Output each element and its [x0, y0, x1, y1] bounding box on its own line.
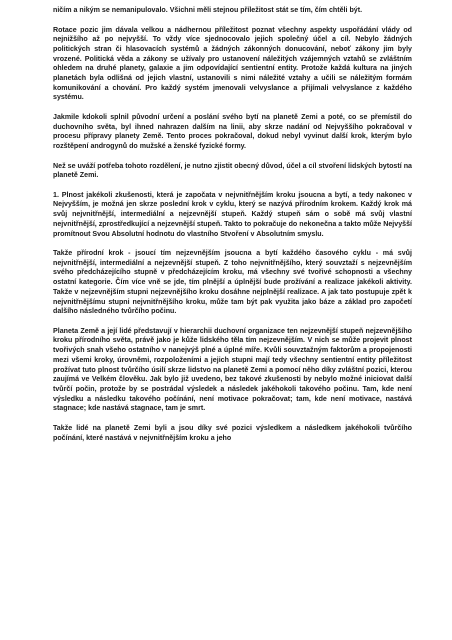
paragraph-final: Takže lidé na planetě Zemi byli a jsou díky své pozici výsledkem a následkem jakéhokoli tvůrčího počínání, které nastává v nejvnitřnějším kroku a jeho — [53, 423, 412, 442]
paragraph-rotation-of-positions: Rotace pozic jim dávala velkou a nádhernou příležitost poznat všechny aspekty uspořádání vlády od nejnižšího až po nejvyšší. To vždy více sjednocovalo jejich společný účel a cíl. Nebylo žádných politických stran či hlasovacích systémů a žádných zákonných donucování, neboť zákony jim byly vrozené. Politická věda a zákony se užívaly pro ustanovení náležitých vzájemných vztahů se zvláštním ohledem na druhé planety, galaxie a jim odpovídající sentientní entity. Protože každá kultura na jiných planetách byla odlišná od jejich vlastní, ustanovili s nimi náležité vztahy a učili se náležitým formám komunikování a chování. Pro každý systém jmenovali velvyslance a přijímali velvyslance z každého systému. — [53, 25, 412, 102]
paragraph-point-one: 1. Plnost jakékoli zkušenosti, která je započata v nejvnitřnějším kroku jsoucna a bytí, a tedy nakonec v Nejvyšším, je možná jen skrze poslední krok v cyklu, který se nazývá přírodním krokem. Každý krok má svůj nejvnitřnější, intermediální a nejzevnější stupeň. Každý stupeň sám o sobě má svůj vlastní nejvnitřnější, zprostředkující a nejzevnější stupeň. Takto to pokračuje do nekonečna a takto může Nejvyšší promítnout Svou Absolutní hodnotu do vlastního Stvoření v Absolutním smyslu. — [53, 190, 412, 238]
paragraph-natural-step: Takže přírodní krok - jsoucí tím nejzevnějším jsoucna a bytí každého časového cyklu - má svůj nejvnitřnější, intermediální a nejzevnější stupeň. Z toho nejvnitřnějšího, který souvztaží s nejzevnějším svého předcházejícího stupně v předcházejícím kroku, má všechny své tvořivé schopnosti a všechny ostatní kategorie. Čím více vně se jde, tím plnější a úplnější bude prožívání a realizace jakékoli aktivity. Takže v nejzevnějším stupni nejzevnějšího kroku dosáhne nejplnější realizace. A jak tato postupuje zpět k nejvnitřnějšímu stupni nejvnitřnějšího kroku, může tam být pak využita jako báze a základ pro započetí dalšího následného tvůrčího počinu. — [53, 249, 412, 316]
paragraph-planet-earth: Planeta Země a její lidé představují v hierarchii duchovní organizace ten nejzevnější stupeň nejzevnějšího kroku přírodního světa, právě jako je kůže lidského těla tím nejzevnějším. V nich se může projevit plnost tvořivých snah všeho ostatního v nanejvýš plné a úplné míře. Kvůli souvztažným faktorům a propojenosti mezi všemi kroky, úrovněmi, rozpoloženími a jejich stupni mají tedy všechny sentientní entity příležitost prožívat tuto plnost tvůrčího úsilí skrze lidstvo na planetě Zemi a pomocí něho díky zvláštní pozici, kterou zaujímá ve Velkém člověku. Jak bylo již uvedeno, bez takové zkušenosti by nebylo možné iniciovat další tvůrčí počin, protože by se postrádal výsledek a následek jakéhokoli takového počinu. Tam, kde není výsledku a následku takového počínání, není motivace pokračovat; tam, kde není motivace, nastává stagnace; kde nastává stagnace, tam je smrt. — [53, 326, 412, 413]
paragraph-purpose-question: Než se uváží potřeba tohoto rozdělení, je nutno zjistit obecný důvod, účel a cíl stvoření lidských bytostí na planetě Zemi. — [53, 161, 412, 180]
paragraph-continuation: ničím a nikým se nemanipulovalo. Všichni měli stejnou příležitost stát se tím, čím chtěli být. — [53, 6, 363, 14]
paragraph-mission-fulfilled: Jakmile kdokoli splnil původní určení a poslání svého bytí na planetě Zemi a poté, co se přemístil do duchovního světa, byl ihned nahrazen dalším na linii, aby skrze nadání od Nejvyššího pokračoval v procesu přípravy planety Země. Tento proces pokračoval, dokud nebyl vyvinut další krok, kterým bylo rozštěpení androgynů do mužské a ženské fyzické formy. — [53, 112, 412, 151]
